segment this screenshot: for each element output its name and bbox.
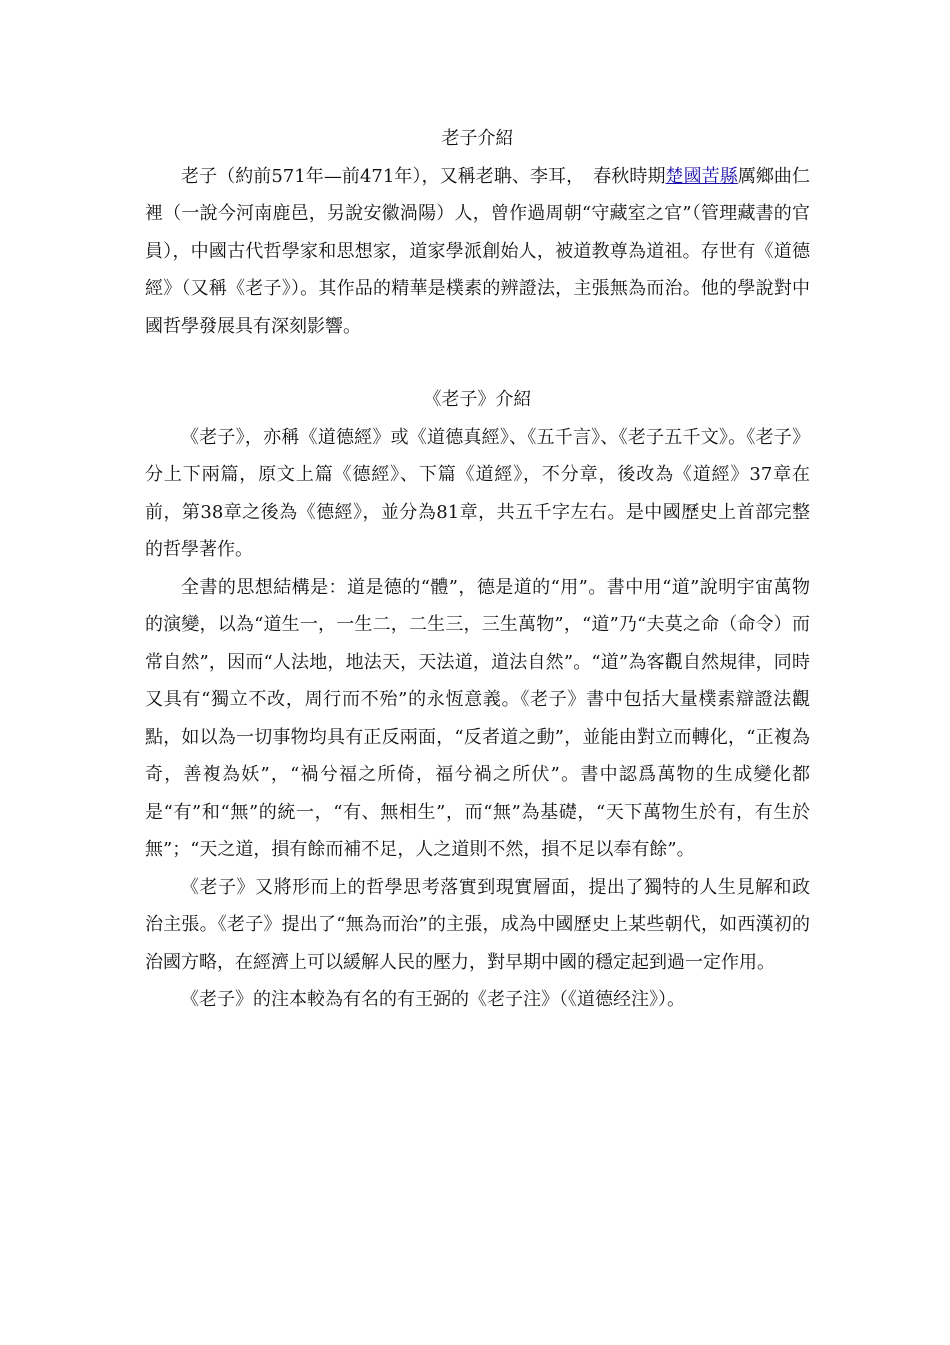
bio-text-start: 老子（約前571年—前471年），又稱老聃、李耳， 春秋時期 xyxy=(181,165,666,187)
section-spacer xyxy=(145,345,810,381)
book-paragraph-2: 全書的思想結構是：道是德的“體”，德是道的“用”。書中用“道”說明宇宙萬物的演變，以為“道生一，一生二，二生三，三生萬物”，“道”乃“夫莫之命（命令）而常自然”，因而“人法地，地法天，天法道，道法自然”。“道”為客觀自然規律，同時又具有“獨立不改，周行而不殆”的永恆意義。《老子》書中包括大量樸素辯證法觀點，如以為一切事物均具有正反兩面，“反者道之動”，並能由對立而轉化，“正複為奇，善複為妖”，“禍兮福之所倚，福兮禍之所伏”。書中認爲萬物的生成變化都是“有”和“無”的統一，“有、無相生”，而“無”為基礎，“天下萬物生於有，有生於無”；“天之道，損有餘而補不足，人之道則不然，損不足以奉有餘”。 xyxy=(145,576,810,860)
section-title-laozi: 老子介紹 xyxy=(441,128,514,149)
document-page xyxy=(145,120,810,1019)
chu-state-link[interactable]: 楚國苦縣 xyxy=(665,165,738,187)
book-paragraph-3: 《老子》又將形而上的哲學思考落實到現實層面，提出了獨特的人生見解和政治主張。《老子》提出了“無為而治”的主張，成為中國歷史上某些朝代，如西漢初的治國方略，在經濟上可以緩解人民的壓力，對早期中國的穩定起到過一定作用。 xyxy=(145,876,810,973)
book-paragraph-1: 《老子》，亦稱《道德經》或《道德真經》、《五千言》、《老子五千文》。《老子》分上下兩篇，原文上篇《德經》、下篇《道經》，不分章，後改為《道經》37章在前，第38章之後為《德經》，並分為81章，共五千字左右。是中國歷史上首部完整的哲學著作。 xyxy=(145,426,810,560)
bio-text-end: 厲鄉曲仁裡（一說今河南鹿邑，另說安徽渦陽）人，曾作過周朝“守藏室之官”（管理藏書的官員），中國古代哲學家和思想家，道家學派創始人，被道教尊為道祖。存世有《道德經》（又稱《老子》）。其作品的精華是樸素的辨證法，主張無為而治。他的學說對中國哲學發展具有深刻影響。 xyxy=(145,165,811,337)
section-title-book: 《老子》介紹 xyxy=(423,389,532,410)
book-paragraph-4: 《老子》的注本較為有名的有王弼的《老子注》（《道德经注》）。 xyxy=(181,989,685,1010)
laozi-bio-paragraph xyxy=(145,158,810,346)
